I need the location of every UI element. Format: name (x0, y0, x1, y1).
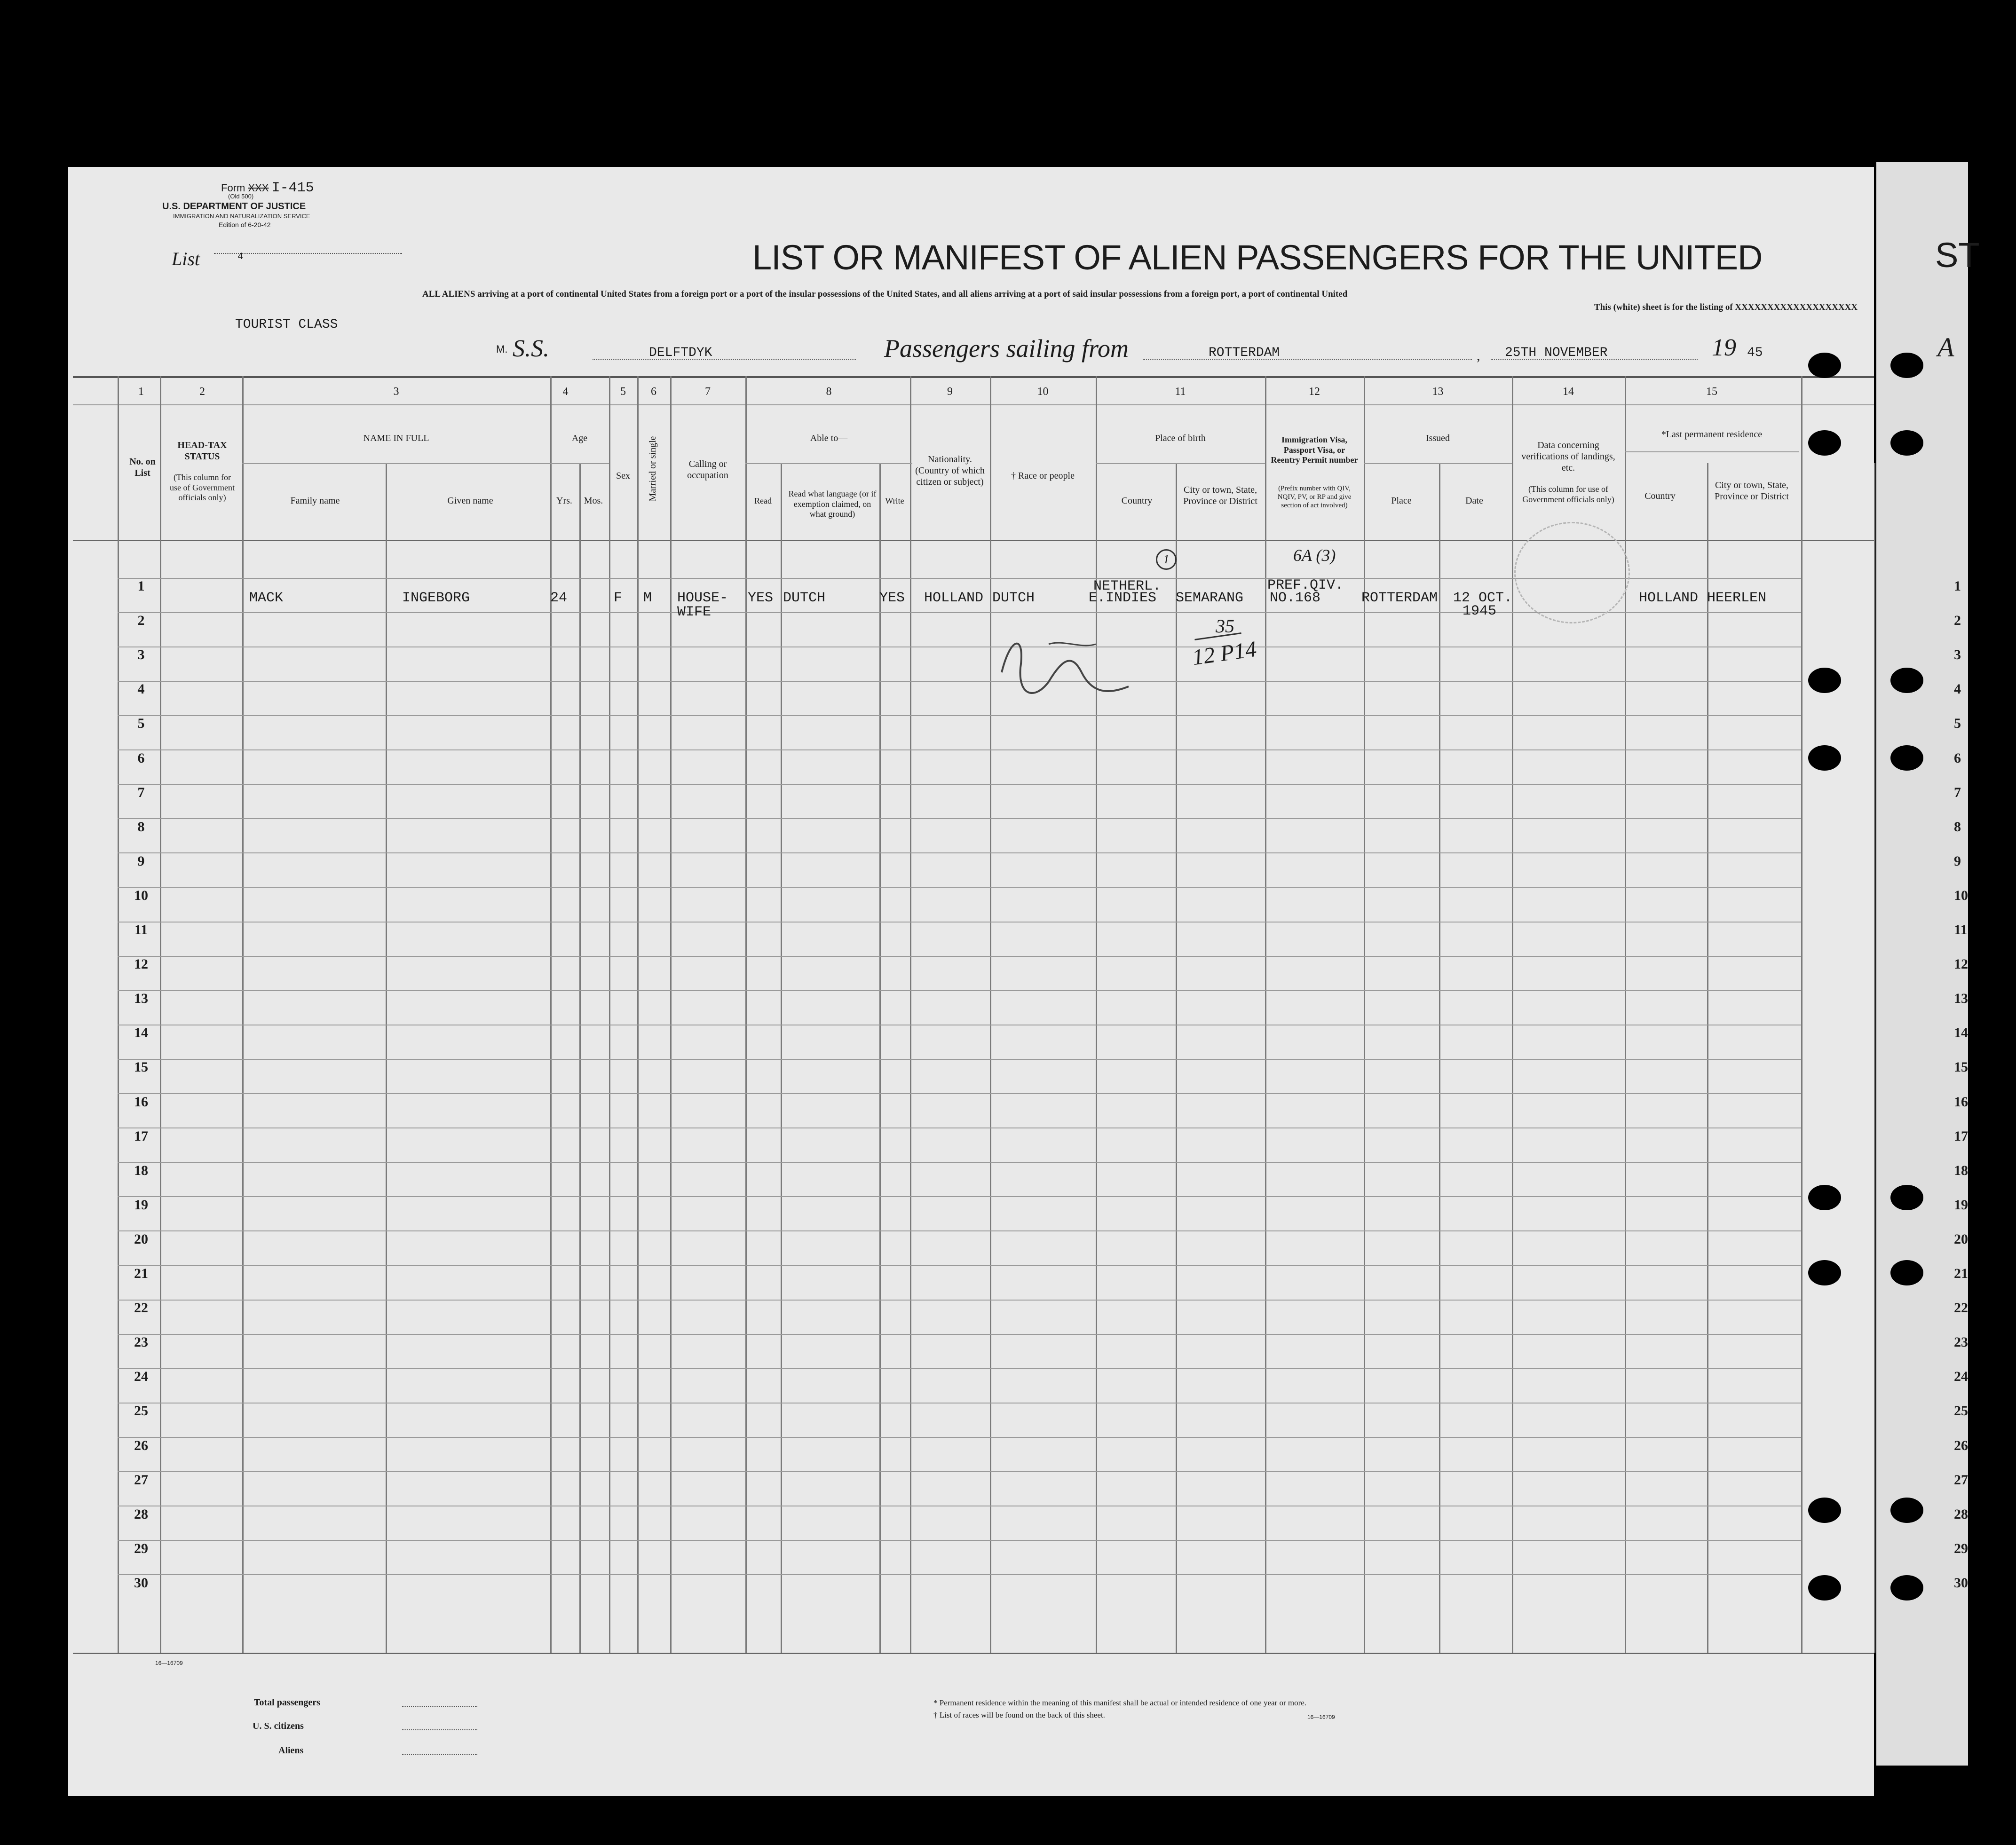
subheader-divider (550, 463, 609, 464)
column-divider (118, 376, 119, 1653)
column-divider (1874, 463, 1875, 1653)
punch-hole (1890, 668, 1923, 693)
colnum-3: 3 (393, 386, 399, 398)
entry-visa-2: NO.168 (1270, 590, 1321, 606)
column-divider (550, 376, 552, 1653)
list-value: 4 (237, 252, 244, 262)
row-number: 28 (134, 1506, 148, 1522)
header-visa: Immigration Visa, Passport Visa, or Reentry Permit number (1271, 435, 1358, 465)
right-sheet-row-number: 20 (1954, 1231, 1968, 1247)
row-divider (118, 1265, 1801, 1266)
footer-citizens-label: U. S. citizens (253, 1721, 304, 1731)
punch-hole (1808, 1260, 1841, 1285)
ship-prefix: M. (496, 343, 508, 355)
row-number: 12 (134, 956, 148, 972)
punch-hole (1890, 1575, 1923, 1601)
column-divider (910, 376, 911, 1653)
column-divider (1176, 463, 1177, 1653)
print-code: 16—16709 (155, 1660, 183, 1666)
right-sheet-row-number: 5 (1954, 716, 1961, 732)
service: IMMIGRATION AND NATURALIZATION SERVICE (173, 213, 310, 220)
row-divider (118, 1471, 1801, 1472)
header-able-to: Able to— (810, 433, 848, 443)
punch-hole (1890, 1260, 1923, 1285)
row-divider (118, 784, 1801, 785)
header-race: † Race or people (1011, 471, 1075, 481)
row-divider (118, 818, 1801, 819)
row-number: 18 (134, 1162, 148, 1178)
column-divider (242, 376, 244, 1653)
ship-line (593, 359, 856, 360)
right-sheet-row-number: 18 (1954, 1162, 1968, 1178)
column-divider (637, 376, 639, 1653)
row-divider (118, 1437, 1801, 1438)
punch-hole (1890, 353, 1923, 378)
column-divider (1512, 376, 1513, 1653)
subheader-divider (745, 463, 912, 464)
row-divider (118, 956, 1801, 957)
form-number-struck: XXX (248, 182, 269, 194)
row-number: 23 (134, 1334, 148, 1350)
row-divider (118, 1540, 1801, 1541)
entry-birth-country-1: NETHERL. (1093, 578, 1162, 594)
form-number-value: I-415 (271, 180, 314, 196)
row-number: 27 (134, 1472, 148, 1488)
header-yrs: Yrs. (556, 496, 572, 506)
row-number: 4 (137, 681, 145, 697)
colnum-8: 8 (826, 386, 832, 398)
header-name-in-full: NAME IN FULL (363, 433, 429, 443)
row-number: 7 (137, 784, 145, 800)
footer-note-2: † List of races will be found on the back of this sheet. (933, 1711, 1105, 1719)
right-sheet-row-number: 12 (1954, 956, 1968, 972)
row-number: 24 (134, 1369, 148, 1385)
header-visa-note: (Prefix number with QIV, NQIV, PV, or RP and give section of act involved) (1277, 485, 1352, 509)
right-sheet-row-number: 15 (1954, 1059, 1968, 1075)
right-sheet-row-number: 1 (1954, 578, 1961, 594)
entry-birth-country-2: E.INDIES (1089, 590, 1157, 606)
column-divider (1364, 376, 1365, 1653)
colnum-9: 9 (947, 386, 953, 398)
row-number: 17 (134, 1128, 148, 1144)
entry-res-city: HEERLEN (1707, 590, 1767, 606)
colnum-5: 5 (620, 386, 626, 398)
header-mos: Mos. (584, 496, 603, 506)
right-sheet-row-number: 10 (1954, 887, 1968, 903)
header-data-note: (This column for use of Government officials only) (1522, 484, 1614, 504)
column-divider (386, 463, 387, 1653)
row-divider (118, 1574, 1801, 1575)
row-number: 8 (137, 819, 145, 835)
punch-hole (1808, 430, 1841, 456)
column-divider (990, 376, 991, 1653)
right-sheet-row-number: 26 (1954, 1437, 1968, 1453)
table-bottom-border (73, 1653, 1874, 1654)
colnum-14: 14 (1563, 386, 1574, 398)
header-place-of-birth: Place of birth (1155, 433, 1206, 443)
row-number: 29 (134, 1540, 148, 1556)
header-head-tax: HEAD-TAX STATUS (177, 440, 227, 462)
row-number: 22 (134, 1300, 148, 1316)
column-divider (579, 463, 581, 1653)
right-sheet-row-number: 30 (1954, 1575, 1968, 1591)
ship-name: DELFTDYK (649, 346, 712, 360)
colnum-6: 6 (651, 386, 656, 398)
row-number: 30 (134, 1575, 148, 1591)
sailing-label: Passengers sailing from (884, 334, 1129, 363)
row-divider (118, 852, 1801, 853)
column-divider (879, 463, 881, 1653)
footer-note-1: * Permanent residence within the meaning of this manifest shall be actual or intended residence of one year or more. (933, 1698, 1307, 1707)
entry-issued-place: ROTTERDAM (1361, 590, 1438, 606)
header-age: Age (571, 433, 588, 443)
colnum-10: 10 (1037, 386, 1049, 398)
column-divider (609, 376, 610, 1653)
colnum-7: 7 (705, 386, 711, 398)
subtitle: ALL ALIENS arriving at a port of continental United States from a foreign port or a port of the insular possessions of the United States, and all aliens arriving at a port of said insular possessions from a foreign port, a port of continental United (422, 289, 1348, 299)
entry-marital: M (643, 590, 652, 606)
column-divider (1265, 376, 1266, 1653)
right-sheet-row-number: 11 (1954, 922, 1968, 938)
punch-hole (1808, 745, 1841, 771)
entry-issued-date-2: 1945 (1463, 603, 1497, 619)
year-suffix: 45 (1747, 346, 1763, 360)
sailing-date: 25TH NOVEMBER (1505, 346, 1608, 360)
right-sheet-title: ST (1935, 236, 1980, 275)
fraction-annotation: 35 (1216, 615, 1234, 637)
entry-write: YES (879, 590, 905, 606)
signature-scribble (992, 625, 1157, 715)
entry-visa-1: PREF.QIV. (1267, 577, 1344, 593)
entry-res-country: HOLLAND (1639, 590, 1699, 606)
punch-hole (1890, 1185, 1923, 1210)
row-number: 9 (137, 853, 145, 869)
list-label: List (172, 248, 200, 269)
entry-age: 24 (550, 590, 568, 606)
row-divider (118, 1368, 1801, 1369)
ship-type: S.S. (513, 335, 549, 362)
header-family-name: Family name (290, 496, 340, 506)
colnum-15: 15 (1706, 386, 1717, 398)
row-divider (118, 715, 1801, 716)
column-divider (160, 376, 161, 1653)
subheader-divider (1096, 463, 1265, 464)
port-name: ROTTERDAM (1209, 346, 1280, 360)
row-divider (118, 1093, 1801, 1094)
header-res-country: Country (1644, 491, 1676, 501)
entry-occupation-2: WIFE (677, 604, 712, 620)
port-line (1143, 359, 1472, 360)
header-res-city: City or town, State, Province or District (1715, 480, 1789, 502)
header-write: Write (885, 496, 904, 505)
footer-total-label: Total passengers (254, 1697, 320, 1708)
row-divider (118, 1162, 1801, 1163)
punch-hole (1890, 430, 1923, 456)
header-sex: Sex (616, 471, 630, 481)
right-sheet-row-number: 3 (1954, 647, 1961, 663)
punch-hole (1890, 745, 1923, 771)
column-divider (1096, 376, 1097, 1653)
footer-total-line (402, 1706, 477, 1707)
row-number: 14 (134, 1025, 148, 1041)
row-number: 11 (134, 922, 148, 938)
footer-citizens-line (402, 1729, 477, 1730)
header-issued: Issued (1425, 433, 1450, 443)
manifest-sheet (68, 167, 1874, 1796)
colnum-11: 11 (1175, 386, 1186, 398)
punch-hole (1808, 668, 1841, 693)
punch-hole (1890, 1498, 1923, 1523)
row-divider (118, 1059, 1801, 1060)
row-number: 6 (137, 750, 145, 766)
header-issued-place: Place (1391, 496, 1412, 506)
row-divider (118, 1300, 1801, 1301)
circled-annotation: 1 (1156, 549, 1177, 570)
row-number: 25 (134, 1403, 148, 1419)
right-sheet-row-number: 29 (1954, 1540, 1968, 1556)
right-sheet-row-number: 8 (1954, 819, 1961, 835)
subheader-divider (1364, 463, 1512, 464)
comma: , (1477, 348, 1480, 363)
row-divider (118, 681, 1801, 682)
right-sheet-row-number: 23 (1954, 1334, 1968, 1350)
code-annotation: 12 P14 (1190, 636, 1258, 670)
right-sheet-row-number: 14 (1954, 1025, 1968, 1041)
old-form: (Old 500) (228, 193, 254, 200)
header-data-concerning: Data concerning verifications of landings, etc. (1521, 440, 1615, 473)
row-number: 19 (134, 1197, 148, 1213)
header-no-on-list: No. on List (129, 457, 156, 478)
punch-hole (1808, 353, 1841, 378)
right-sheet-date: A (1937, 332, 1954, 363)
row-number: 5 (137, 716, 145, 732)
colnum-13: 13 (1432, 386, 1444, 398)
column-divider (781, 463, 782, 1653)
row-divider (118, 990, 1801, 991)
page-title: LIST OR MANIFEST OF ALIEN PASSENGERS FOR THE UNITED (752, 238, 1763, 277)
entry-family-name: MACK (249, 590, 284, 606)
column-divider (1707, 463, 1708, 1653)
entry-sex: F (614, 590, 623, 606)
entry-read: YES (748, 590, 774, 606)
header-birth-city: City or town, State, Province or District (1183, 485, 1257, 506)
column-divider (1801, 376, 1803, 1653)
row-number: 21 (134, 1266, 148, 1281)
subheader-divider (242, 463, 550, 464)
right-sheet-row-number: 24 (1954, 1369, 1968, 1385)
table-top-border (73, 376, 1874, 378)
form-label: Form (221, 182, 245, 194)
column-divider (745, 376, 747, 1653)
footer-aliens-label: Aliens (278, 1745, 304, 1756)
entry-race: DUTCH (992, 590, 1035, 606)
right-sheet-row-number: 13 (1954, 991, 1968, 1007)
entry-occupation-1: HOUSE- (677, 590, 728, 606)
colnum-2: 2 (199, 386, 205, 398)
row-number: 3 (137, 647, 145, 663)
entry-issued-date-1: 12 OCT. (1453, 590, 1513, 606)
row-divider (118, 749, 1801, 750)
header-last-residence: *Last permanent residence (1661, 429, 1763, 440)
punch-hole (1808, 1498, 1841, 1523)
right-sheet-row-number: 25 (1954, 1403, 1968, 1419)
row-number: 26 (134, 1437, 148, 1453)
right-sheet-row-number: 27 (1954, 1472, 1968, 1488)
entry-language: DUTCH (783, 590, 826, 606)
colnum-12: 12 (1309, 386, 1320, 398)
row-number: 20 (134, 1231, 148, 1247)
header-nationality: Nationality. (Country of which citizen or subject) (915, 454, 985, 487)
department: U.S. DEPARTMENT OF JUSTICE (162, 201, 306, 212)
header-married: Married or single (648, 436, 658, 502)
punch-hole (1808, 1575, 1841, 1601)
footer-aliens-line (402, 1754, 477, 1755)
punch-hole (1808, 1185, 1841, 1210)
row-divider (118, 1196, 1801, 1197)
row-divider (118, 887, 1801, 888)
header-read-language: Read what language (or if exemption claimed, on what ground) (788, 489, 877, 519)
colnum-4: 4 (562, 386, 569, 398)
print-code-2: 16—16709 (1307, 1714, 1335, 1720)
sheet-note: This (white) sheet is for the listing of XXXXXXXXXXXXXXXXXXX (1594, 302, 1858, 312)
header-read: Read (754, 496, 772, 505)
column-divider (670, 376, 672, 1653)
official-stamp (1514, 522, 1630, 623)
header-issued-date: Date (1465, 496, 1483, 506)
right-sheet-row-number: 21 (1954, 1266, 1968, 1281)
entry-nationality: HOLLAND (924, 590, 984, 606)
row-number: 16 (134, 1094, 148, 1110)
visa-annotation: 6A (3) (1293, 546, 1336, 565)
column-divider (1439, 463, 1440, 1653)
row-number: 10 (134, 887, 148, 903)
header-given-name: Given name (447, 496, 493, 506)
row-number: 1 (137, 578, 145, 594)
subheader-divider (1625, 451, 1799, 452)
right-sheet-row-number: 19 (1954, 1197, 1968, 1213)
right-sheet-row-number: 6 (1954, 750, 1961, 766)
header-birth-country: Country (1121, 496, 1153, 506)
row-divider (118, 1334, 1801, 1335)
year-prefix: 19 (1712, 334, 1736, 361)
colnum-1: 1 (138, 386, 144, 398)
right-sheet-row-number: 22 (1954, 1300, 1968, 1316)
entry-birth-city: SEMARANG (1176, 590, 1244, 606)
right-sheet-row-number: 28 (1954, 1506, 1968, 1522)
right-sheet-row-number: 4 (1954, 681, 1961, 697)
edition: Edition of 6-20-42 (219, 221, 271, 229)
right-sheet-row-number: 2 (1954, 613, 1961, 629)
entry-given-name: INGEBORG (402, 590, 470, 606)
header-head-tax-note: (This column for use of Government officials only) (170, 473, 235, 503)
right-sheet-row-number: 9 (1954, 853, 1961, 869)
right-sheet-row-number: 17 (1954, 1128, 1968, 1144)
row-number: 13 (134, 991, 148, 1007)
row-divider (118, 1230, 1801, 1231)
colnum-border (73, 404, 1874, 405)
right-sheet-row-number: 7 (1954, 784, 1961, 800)
header-calling: Calling or occupation (687, 459, 728, 481)
class-label: TOURIST CLASS (235, 317, 338, 332)
row-number: 15 (134, 1059, 148, 1075)
right-sheet-row-number: 16 (1954, 1094, 1968, 1110)
row-number: 2 (137, 613, 145, 629)
